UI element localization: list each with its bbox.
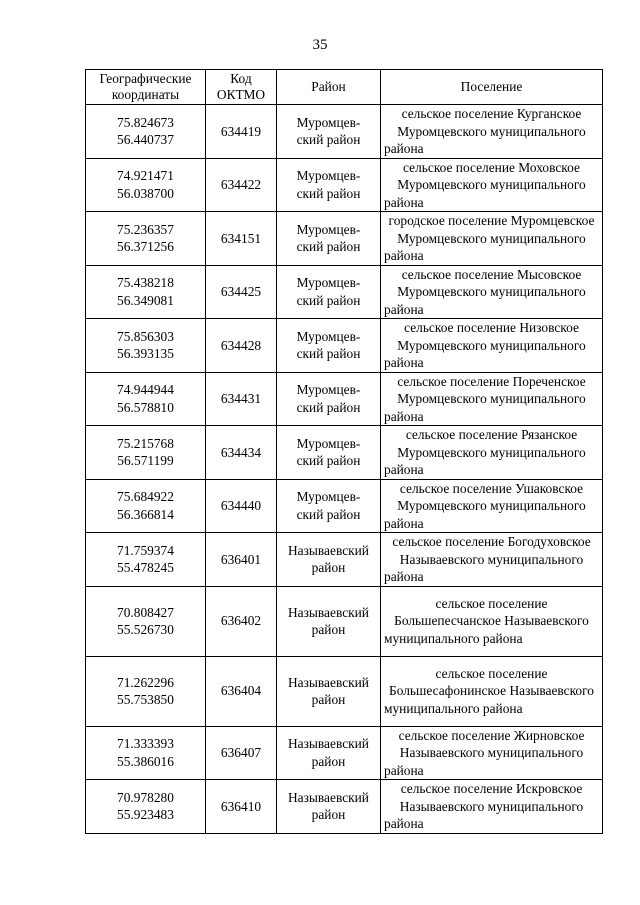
header-rayon: Район xyxy=(277,70,381,105)
rayon-line-2: ский район xyxy=(296,292,361,308)
latitude: 55.923483 xyxy=(117,807,174,823)
poselenie-cell: сельское поселение Большепесчанское Называевского муниципального района xyxy=(381,586,603,656)
coordinates-cell xyxy=(86,656,206,726)
rayon-line-2: ский район xyxy=(296,185,361,201)
rayon-line-2: район xyxy=(311,692,346,707)
rayon-cell xyxy=(277,319,381,373)
table-row xyxy=(86,479,603,533)
latitude: 56.440737 xyxy=(117,132,174,148)
oktmo-code: 634428 xyxy=(206,319,277,373)
longitude: 70.808427 xyxy=(117,604,174,620)
oktmo-code: 636407 xyxy=(206,726,277,780)
table-row xyxy=(86,265,603,319)
poselenie-cell: сельское поселение Жирновское Называевского муниципального района xyxy=(381,726,603,780)
coordinates-cell xyxy=(86,479,206,533)
rayon-line-1: Муромцев- xyxy=(296,382,361,398)
oktmo-code: 634422 xyxy=(206,158,277,212)
poselenie-cell: сельское поселение Рязанское Муромцевского муниципального района xyxy=(381,426,603,480)
rayon-line-1: Муромцев- xyxy=(296,168,361,184)
rayon-cell xyxy=(277,780,381,834)
rayon-cell xyxy=(277,372,381,426)
coordinates-cell xyxy=(86,372,206,426)
rayon-cell xyxy=(277,656,381,726)
oktmo-code: 636410 xyxy=(206,780,277,834)
oktmo-code: 634440 xyxy=(206,479,277,533)
table-row xyxy=(86,780,603,834)
rayon-cell xyxy=(277,158,381,212)
table-header-row xyxy=(86,70,603,105)
rayon-line-2: район xyxy=(311,622,346,637)
rayon-line-1: Муромцев- xyxy=(296,114,361,130)
oktmo-code: 634419 xyxy=(206,105,277,159)
rayon-cell xyxy=(277,426,381,480)
rayon-line-2: район xyxy=(311,807,346,823)
rayon-line-2: ский район xyxy=(296,399,361,415)
rayon-line-2: ский район xyxy=(296,346,361,362)
oktmo-code: 634434 xyxy=(206,426,277,480)
rayon-line-1: Муромцев- xyxy=(296,275,361,291)
poselenie-cell: городское поселение Муромцевское Муромцевского муниципального района xyxy=(381,212,603,266)
rayon-line-1: Муромцев- xyxy=(296,489,361,505)
rayon-line-2: ский район xyxy=(296,132,361,148)
longitude: 75.824673 xyxy=(117,114,174,130)
rayon-line-1: Муромцев- xyxy=(296,221,361,237)
coordinates-cell xyxy=(86,158,206,212)
latitude: 56.393135 xyxy=(117,346,174,362)
header-coordinates: Географические координаты xyxy=(86,70,206,105)
rayon-line-1: Называевский xyxy=(288,604,369,620)
coordinates-cell xyxy=(86,426,206,480)
longitude: 75.856303 xyxy=(117,328,174,344)
oktmo-code: 634425 xyxy=(206,265,277,319)
longitude: 74.944944 xyxy=(117,382,174,398)
poselenie-cell: сельское поселение Пореченское Муромцевского муниципального района xyxy=(381,372,603,426)
latitude: 55.753850 xyxy=(117,692,174,707)
longitude: 75.438218 xyxy=(117,275,174,291)
latitude: 56.578810 xyxy=(117,399,174,415)
rayon-line-2: ский район xyxy=(296,239,361,255)
latitude: 56.371256 xyxy=(117,239,174,255)
oktmo-code: 634151 xyxy=(206,212,277,266)
latitude: 56.349081 xyxy=(117,292,174,308)
rayon-line-1: Называевский xyxy=(288,736,369,752)
longitude: 75.215768 xyxy=(117,435,174,451)
table-row xyxy=(86,212,603,266)
rayon-cell xyxy=(277,533,381,587)
oktmo-code: 634431 xyxy=(206,372,277,426)
coordinates-cell xyxy=(86,105,206,159)
header-poselenie: Поселение xyxy=(381,70,603,105)
latitude: 56.038700 xyxy=(117,185,174,201)
oktmo-code: 636402 xyxy=(206,586,277,656)
page-number: 35 xyxy=(312,37,328,53)
rayon-line-2: ский район xyxy=(296,453,361,469)
rayon-line-1: Муромцев- xyxy=(296,435,361,451)
table-row xyxy=(86,372,603,426)
coordinates-cell xyxy=(86,780,206,834)
longitude: 75.236357 xyxy=(117,221,174,237)
rayon-line-1: Муромцев- xyxy=(296,328,361,344)
table-row xyxy=(86,656,603,726)
coordinates-cell xyxy=(86,319,206,373)
coordinates-cell xyxy=(86,726,206,780)
rayon-cell xyxy=(277,105,381,159)
rayon-line-2: район xyxy=(311,753,346,769)
longitude: 71.759374 xyxy=(117,542,174,558)
poselenie-cell: сельское поселение Моховское Муромцевского муниципального района xyxy=(381,158,603,212)
poselenie-cell: сельское поселение Мысовское Муромцевского муниципального района xyxy=(381,265,603,319)
coordinates-cell xyxy=(86,586,206,656)
table-row xyxy=(86,158,603,212)
poselenie-cell: сельское поселение Курганское Муромцевского муниципального района xyxy=(381,105,603,159)
oktmo-code: 636401 xyxy=(206,533,277,587)
longitude: 71.262296 xyxy=(117,674,174,690)
coordinates-cell xyxy=(86,212,206,266)
poselenie-cell: сельское поселение Богодуховское Называевского муниципального района xyxy=(381,533,603,587)
longitude: 71.333393 xyxy=(117,736,174,752)
table-row xyxy=(86,586,603,656)
latitude: 55.478245 xyxy=(117,560,174,576)
longitude: 70.978280 xyxy=(117,789,174,805)
rayon-line-1: Называевский xyxy=(288,789,369,805)
oktmo-code: 636404 xyxy=(206,656,277,726)
table-row xyxy=(86,426,603,480)
poselenie-cell: сельское поселение Ушаковское Муромцевского муниципального района xyxy=(381,479,603,533)
rayon-line-1: Называевский xyxy=(288,674,369,690)
table-row xyxy=(86,319,603,373)
poselenie-cell: сельское поселение Искровское Называевского муниципального района xyxy=(381,780,603,834)
rayon-cell xyxy=(277,212,381,266)
poselenie-cell: сельское поселение Большесафонинское Называевского муниципального района xyxy=(381,656,603,726)
latitude: 56.571199 xyxy=(117,453,174,469)
settlements-table xyxy=(85,69,603,834)
latitude: 55.386016 xyxy=(117,753,174,769)
table-row xyxy=(86,533,603,587)
coordinates-cell xyxy=(86,265,206,319)
rayon-line-1: Называевский xyxy=(288,542,369,558)
table-row xyxy=(86,726,603,780)
longitude: 74.921471 xyxy=(117,168,174,184)
header-oktmo: Код ОКТМО xyxy=(206,70,277,105)
latitude: 55.526730 xyxy=(117,622,174,637)
coordinates-cell xyxy=(86,533,206,587)
rayon-cell xyxy=(277,479,381,533)
table-row xyxy=(86,105,603,159)
rayon-line-2: район xyxy=(311,560,346,576)
rayon-cell xyxy=(277,265,381,319)
poselenie-cell: сельское поселение Низовское Муромцевского муниципального района xyxy=(381,319,603,373)
rayon-line-2: ский район xyxy=(296,506,361,522)
rayon-cell xyxy=(277,586,381,656)
rayon-cell xyxy=(277,726,381,780)
latitude: 56.366814 xyxy=(117,506,174,522)
longitude: 75.684922 xyxy=(117,489,174,505)
